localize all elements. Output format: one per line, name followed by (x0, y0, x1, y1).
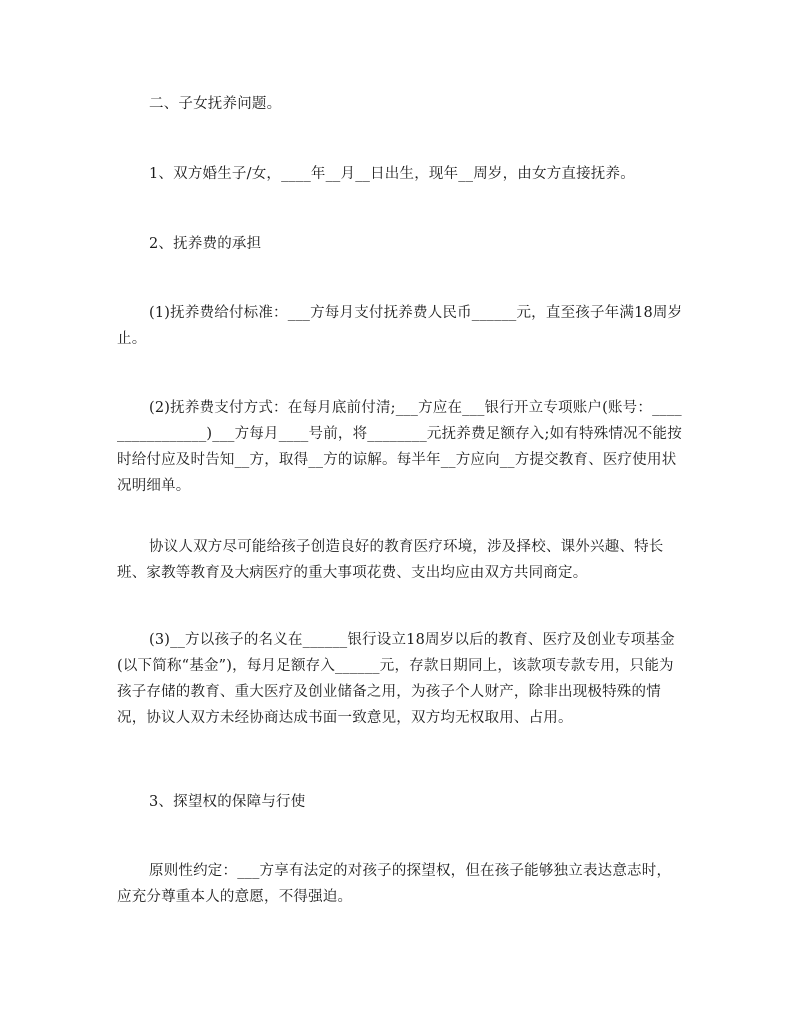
section-heading-child-support: 二、子女抚养问题。 (149, 96, 282, 112)
clause-payment-method: (2)抚养费支付方式：在每月底前付清;___方应在___银行开立专项账户(账号：________________)___方每月____号前，将________元抚养费足额存入;如有特殊情况不能按时给付应及时告知__方，取得__方的谅解。每半年__方应向__方提交教育、医疗使用状况明细单。 (117, 400, 682, 494)
clause-education-fund: (3)__方以孩子的名义在______银行设立18周岁以后的教育、医疗及创业专项基金(以下简称“基金”)，每月足额存入______元，存款日期同上，该款项专款专用，只能为孩子存储的教育、重大医疗及创业储备之用，为孩子个人财产，除非出现极特殊的情况，协议人双方未经协商达成书面一致意见，双方均无权取用、占用。 (117, 632, 675, 726)
clause-education-medical: 协议人双方尽可能给孩子创造良好的教育医疗环境，涉及择校、课外兴趣、特长班、家教等教育及大病医疗的重大事项花费、支出均应由双方共同商定。 (117, 539, 664, 581)
clause-visitation-principle: 原则性约定：___方享有法定的对孩子的探望权，但在孩子能够独立表达意志时，应充分尊重本人的意愿，不得强迫。 (117, 863, 672, 905)
clause-support-standard: (1)抚养费给付标准：___方每月支付抚养费人民币______元，直至孩子年满18周岁止。 (117, 305, 683, 347)
subheading-visitation-rights: 3、探望权的保障与行使 (149, 794, 306, 810)
subheading-support-costs: 2、抚养费的承担 (149, 236, 262, 252)
clause-child-custody: 1、双方婚生子/女，____年__月__日出生，现年__周岁，由女方直接抚养。 (149, 166, 635, 182)
